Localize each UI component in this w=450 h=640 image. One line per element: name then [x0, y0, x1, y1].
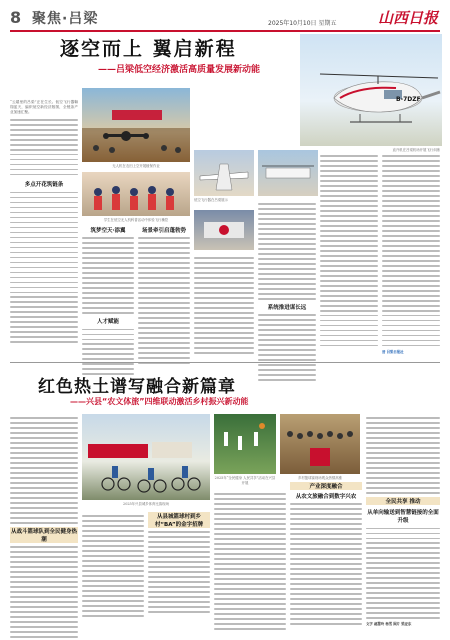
aircraft-photo [194, 150, 254, 196]
bottom-subheadline: ——兴县“农文体旅”四维联动激活乡村振兴新动能 [70, 397, 249, 406]
heli-registration: B-7DZF [396, 96, 421, 103]
subhead-4: 人才赋能 [96, 319, 119, 326]
crowd-caption: 乡村篮球赛现场观众热情高涨 [297, 476, 343, 480]
crowd-photo [280, 414, 360, 474]
drone-photo [82, 88, 190, 162]
subhead-1: 多点开花筑链条 [24, 182, 64, 189]
top-intro-column [10, 100, 78, 346]
bottom-subhead-2: 从县城篮球村到乡村“BA”的金字招牌 [148, 512, 210, 528]
bottom-headline: 红色热土谱写融合新篇章 [38, 377, 236, 397]
bottom-col-1 [10, 414, 78, 640]
subhead-5: 系统推进谋长远 [267, 305, 307, 312]
drone-caption: 无人机在农田上空开展植保作业 [112, 164, 160, 168]
kids-caption: 学生在低空无人机科普活动中体验飞行操控 [103, 218, 169, 222]
basketball-photo [214, 414, 276, 474]
dateline: 2025年10月10日 星期五 [268, 20, 337, 27]
aircraft-caption: 低空飞行器在吕梁展示 [194, 198, 228, 202]
cycling-photo [82, 414, 210, 500]
bottom-subhead-3: 产业深度融合 [290, 482, 362, 490]
kids-photo [82, 172, 190, 216]
helicopter-photo [300, 34, 442, 146]
bottom-subhead-6: 从单向输送到智慧链接的全面升级 [367, 510, 439, 525]
top-subheadline: ——吕梁低空经济激活高质量发展新动能 [98, 65, 261, 75]
aircraft-photo-2 [258, 150, 318, 196]
top-byline: 晋 吕梁日报社 [382, 349, 404, 354]
top-col-2c [194, 254, 254, 357]
top-headline: 逐空而上 翼启新程 [60, 38, 237, 60]
top-col-3 [258, 200, 316, 384]
bottom-col-4 [214, 490, 286, 633]
top-col-2 [82, 226, 134, 378]
newspaper-logo: 山西日报 [377, 9, 438, 27]
cycling-caption: 2025年兴县城乡体育比赛现场 [123, 502, 169, 506]
section-title: 聚焦·吕梁 [32, 11, 99, 27]
basketball-caption: 2025年“全民健身 人民共享”活动在兴县开展 [214, 476, 276, 485]
top-col-2b [138, 226, 190, 367]
bottom-subhead-5: 全民共享 推动 [366, 497, 440, 505]
top-col-5 [382, 152, 440, 354]
bottom-subhead-4: 从农文旅融合到数字兴农 [295, 494, 357, 500]
subhead-3: 场景牵引启蓬勃势 [141, 228, 186, 234]
intro-text: “云端里的吕梁”正在生长。低空飞行器翱翔蓝天，编织低空新经济版图，全链条产业加速汇聚。 [10, 100, 78, 115]
top-col-4 [320, 152, 378, 350]
bottom-col-3 [148, 512, 210, 616]
bottom-subhead-1: 从战斗篮球队到全民健身热潮 [10, 529, 77, 544]
bottom-col-5 [290, 482, 362, 628]
bottom-col-6 [366, 414, 440, 627]
bottom-col-2 [82, 512, 144, 620]
subhead-2: 筑梦空天·添翼 [90, 228, 126, 234]
photo-caption: 直升机在吕梁机场开展飞行训练 [392, 148, 440, 152]
page-number: 8 [10, 8, 22, 27]
story-divider [10, 362, 440, 363]
masthead [10, 6, 440, 32]
display-photo [194, 210, 254, 250]
bottom-byline: 文字 郝慧玲 杨雪 图片 梁亚东 [366, 622, 412, 627]
